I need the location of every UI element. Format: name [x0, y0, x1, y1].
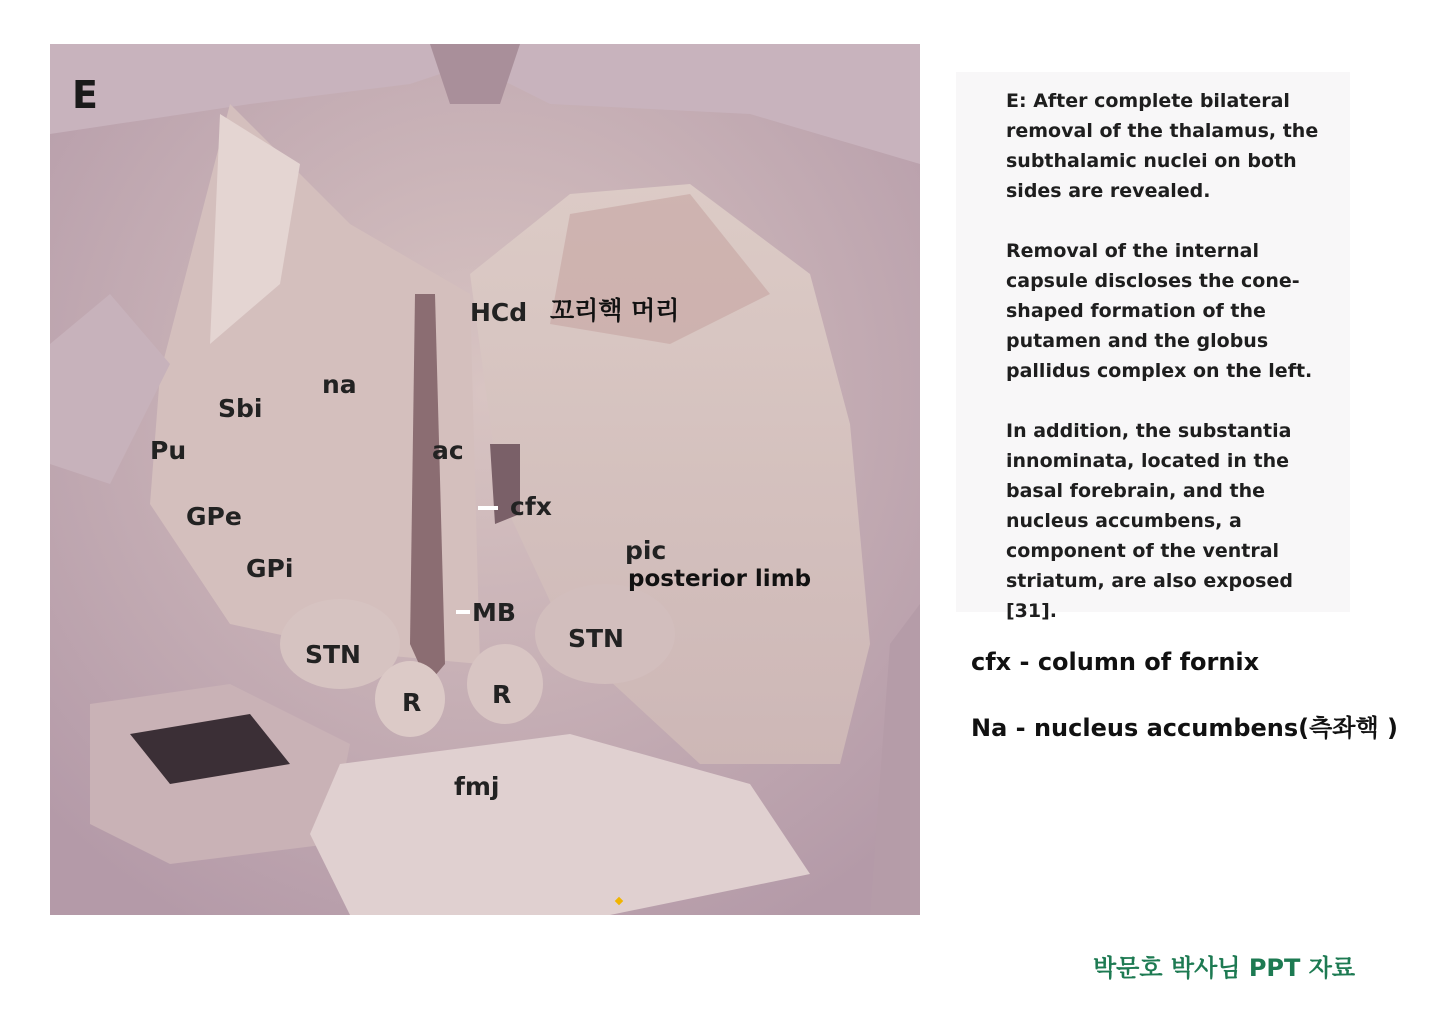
label-hcd-korean: 꼬리핵 머리 [550, 296, 680, 325]
label-ac: ac [432, 436, 464, 465]
label-na: na [322, 370, 357, 399]
label-r-left: R [402, 688, 422, 717]
label-stn-right: STN [568, 624, 624, 653]
label-pu: Pu [150, 436, 187, 465]
label-pic: pic [625, 536, 667, 565]
caption-paragraph-1: E: After complete bilateral removal of the thalamus, the subthalamic nuclei on both sides are revealed. [1006, 90, 1319, 202]
caption-paragraph-3: In addition, the substantia innominata, located in the basal forebrain, and the nucleus accumbens, a component of the ventral striatum, are also exposed [31]. [1006, 420, 1293, 622]
label-mb: MB [472, 598, 516, 627]
mb-pointer [456, 610, 470, 614]
note-cfx: cfx - column of fornix [971, 648, 1260, 676]
cfx-pointer [478, 506, 498, 510]
label-fmj: fmj [454, 772, 500, 801]
label-gpi: GPi [246, 554, 294, 583]
credit-text: 박문호 박사님 PPT 자료 [1093, 954, 1356, 982]
label-sbi: Sbi [218, 394, 263, 423]
label-gpe: GPe [186, 502, 242, 531]
label-cfx: cfx [510, 492, 552, 521]
label-r-right: R [492, 680, 512, 709]
label-posterior-limb: posterior limb [628, 566, 812, 592]
panel-letter: E [72, 73, 98, 117]
note-na: Na - nucleus accumbens(측좌핵 ) [971, 714, 1398, 742]
label-hcd: HCd [470, 298, 528, 327]
label-stn-left: STN [305, 640, 361, 669]
caption-box [956, 72, 1350, 622]
caption-paragraph-2: Removal of the internal capsule discloses the cone- shaped formation of the putamen and the globus pallidus complex on the left. [1006, 240, 1313, 382]
dissection-photo [50, 44, 920, 915]
